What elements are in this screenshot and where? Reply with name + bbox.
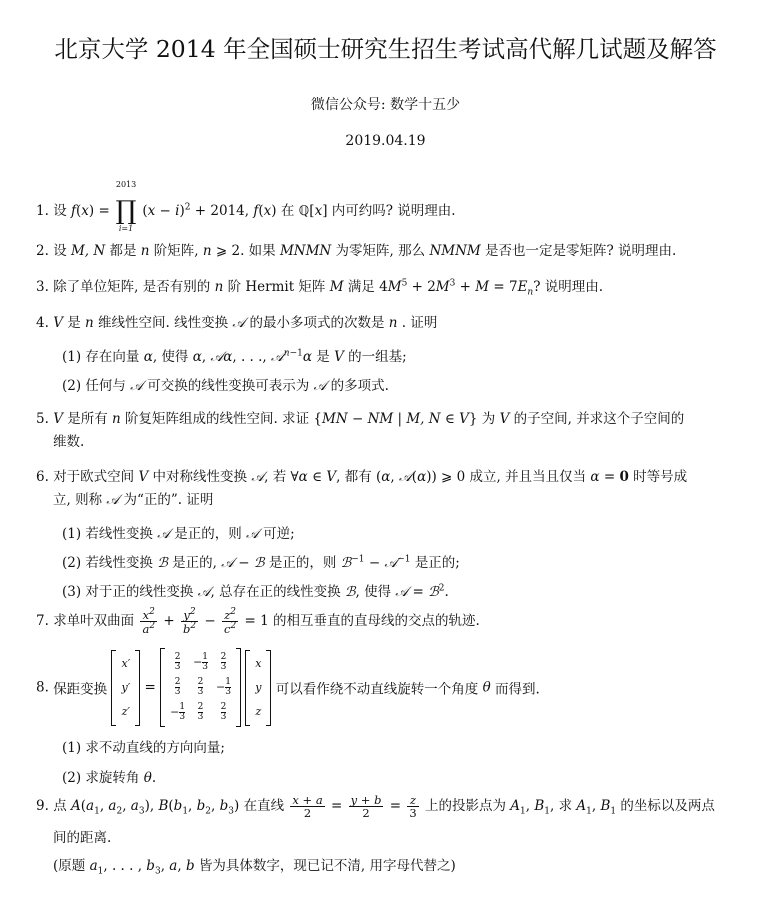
problem-text: 成立, 并且当且仅当: [469, 469, 587, 485]
problem-text: 在: [280, 202, 295, 219]
problem-text: 是否也一定是零矩阵? 说明理由.: [485, 243, 677, 259]
problem-number: 8.: [36, 679, 49, 696]
fraction: $\frac{x + a}{2}$: [292, 793, 323, 821]
problem-text: 除了单位矩阵, 是否有别的: [53, 279, 211, 295]
problem-6-part-3: (3) 对于正的线性变换 𝒜, 总存在正的线性变换 ℬ, 使得 𝒜 = ℬ$^2$.: [62, 583, 449, 600]
page-subtitle: 微信公众号: 数学十五少: [310, 97, 461, 113]
problem-text: 时等号成: [633, 469, 688, 485]
problem-text: 满足: [347, 279, 375, 295]
page-date: 2019.04.19: [345, 133, 426, 149]
problem-text: 可交换的线性变换可表示为: [147, 378, 310, 394]
problem-9: 9. 点 $A(a_1$, $a_2$, $a_3$), $B(b_1$, $b_2$, $b_3$) 在直线 $\frac{x + a}{2}$ = $\frac{y + b}{2}$ = $\frac{z}{3}$ 上的投影点为 $A_1$, $B_1$, 求 $A_1$, $B_1$ 的坐标以及两点: [36, 793, 715, 821]
problem-text: 求单叶双曲面: [53, 612, 135, 629]
part-label: (1): [62, 349, 82, 365]
vector-prime: x′ y′ z′: [111, 650, 140, 726]
problem-2: 2. 设 M, N 都是 n 阶矩阵, n ⩾ 2. 如果 MNMN 为零矩阵, 那么 NMNM 是否也一定是零矩阵? 说明理由.: [36, 243, 677, 259]
problem-text: , 总存在正的线性变换: [210, 584, 341, 600]
problem-8-part-1: [62, 736, 225, 756]
problem-text: 若线性变换: [85, 526, 153, 542]
problem-text: 中对称线性变换: [152, 469, 248, 485]
problem-4: 4. V 是 n 维线性空间. 线性变换 𝒜 的最小多项式的次数是 n . 证明: [36, 315, 438, 331]
problem-text: 任何与: [85, 378, 126, 394]
problem-number: 5.: [36, 411, 49, 427]
fraction: $\frac{x^2}{a^2}$: [142, 607, 156, 636]
problem-text: 点: [53, 798, 67, 815]
problem-text: . 证明: [401, 315, 438, 331]
problem-text: 是所有: [67, 411, 108, 427]
problem-text: , 使得: [355, 584, 392, 600]
problem-text: 维线性空间. 线性变换: [98, 315, 229, 331]
problem-text: 可逆;: [263, 526, 295, 542]
problem-text: 是正的，则: [174, 526, 242, 542]
problem-text: 是: [67, 315, 81, 331]
problem-text: 内可约吗? 说明理由.: [331, 202, 456, 219]
problem-9-note: (原题 $a_1$, . . . , $b_3$, a, b 皆为具体数字，现已记不清, 用字母代替之): [53, 858, 456, 877]
problem-text: , 使得: [152, 349, 189, 365]
part-label: (1): [62, 526, 82, 542]
problem-8: 8. 保距变换 x′ y′ z′ = $\frac{2}{3}$ − $\frac{1}{3}$ $\frac{2}{3}$ $\frac{2}{3}$ $\frac{2}{3}$ − $\frac{1}{3}$ − $\frac{1}{3}$ $\frac{2}{3}$ $\frac{2}{3}$ x y z 可以看作绕不动直线旋转一个角度 θ 而得到.: [36, 648, 540, 727]
problem-text: 立, 则称: [53, 492, 103, 508]
part-label: (2): [62, 378, 82, 394]
problem-text: 为零矩阵, 那么: [335, 243, 426, 259]
problem-text: 为: [481, 411, 496, 427]
part-label: (2): [62, 555, 82, 571]
part-label: (2): [62, 770, 82, 786]
problem-text: 的坐标以及两点: [620, 798, 715, 815]
problem-text: 是: [316, 349, 330, 365]
problem-number: 2.: [36, 243, 49, 259]
problem-3: 3. 除了单位矩阵, 是否有别的 n 阶 Hermit 矩阵 M 满足 $4M^5 + 2M^3 + M = 7E_n$? 说明理由.: [36, 278, 604, 298]
problem-text: (原题: [53, 858, 86, 874]
product-operator: 2013 ∏ i=1: [115, 180, 137, 233]
problem-text: 对于欧式空间: [53, 469, 135, 485]
problem-text: 上的投影点为: [424, 798, 506, 815]
problem-6-continued: 立, 则称 𝒜 为“正的”. 证明: [53, 492, 214, 508]
vector-xyz: x y z: [245, 650, 271, 726]
problem-text: 阶复矩阵组成的线性空间. 求证: [125, 411, 310, 427]
problem-text: 阶 Hermit 矩阵: [227, 279, 326, 295]
problem-text: 的子空间, 并求这个子空间的: [513, 411, 685, 427]
problem-6-part-2: (2) 若线性变换 ℬ 是正的, 𝒜 − ℬ 是正的，则 ℬ$^{-1}$ − 𝒜$^{-1}$ 是正的;: [62, 554, 460, 571]
problem-text: . 如果: [240, 243, 276, 259]
product-upper-limit: 2013: [115, 180, 137, 189]
problem-text: 保距变换: [53, 681, 108, 698]
problem-4-part-1: (1) 存在向量 α, 使得 α, 𝒜α, . . ., 𝒜$^{n-1}$α 是 V 的一组基;: [62, 348, 407, 365]
problem-text: 的多项式.: [330, 378, 389, 394]
problem-text: 存在向量: [85, 349, 140, 365]
problem-7: 7. 求单叶双曲面 $\frac{x^2}{a^2}$ + $\frac{y^2}{b^2}$ − $\frac{z^2}{c^2}$ = 1 的相互垂直的直母线的交点的轨迹.: [36, 607, 480, 636]
problem-text: 是正的，则: [268, 555, 337, 571]
problem-text: 阶矩阵,: [153, 243, 199, 259]
problem-text: 求旋转角: [85, 770, 140, 786]
problem-text: 若线性变换: [85, 555, 153, 571]
problem-text: 对于正的线性变换: [85, 584, 194, 600]
problem-text: 是正的;: [414, 555, 460, 571]
problem-number: 4.: [36, 315, 49, 331]
problem-text: 设: [53, 202, 67, 219]
problem-text: , 若: [264, 469, 287, 485]
problem-text: 可以看作绕不动直线旋转一个角度: [275, 681, 479, 698]
problem-text: 为“正的”. 证明: [123, 492, 214, 508]
problem-text: 皆为具体数字，现已记不清, 用字母代替之): [198, 858, 456, 874]
problem-text: 而得到.: [495, 681, 540, 698]
page-title: 北京大学 2014 年全国硕士研究生招生考试高代解几试题及解答: [54, 35, 717, 63]
problem-1: 1. 设 f(x) = 2013 ∏ i=1 $(x - i)^2 + 2014$, f(x) 在 ℚ[x] 内可约吗? 说明理由.: [36, 180, 456, 233]
fraction: $\frac{y^2}{b^2}$: [182, 607, 197, 636]
part-label: (1): [62, 740, 82, 756]
part-label: (3): [62, 584, 82, 600]
problem-text: 设: [53, 243, 67, 259]
problem-text: ? 说明理由.: [533, 279, 604, 295]
problem-text: 是正的,: [172, 555, 217, 571]
problem-text: 求不动直线的方向向量;: [85, 740, 225, 756]
problem-text: 的最小多项式的次数是: [249, 315, 385, 331]
problem-number: 3.: [36, 279, 49, 295]
problem-6: 6. 对于欧式空间 V 中对称线性变换 𝒜, 若 ∀α ∈ V, 都有 (α, 𝒜(α)) ⩾ 0 成立, 并且当且仅当 α = 0 时等号成: [36, 469, 688, 485]
problem-number: 9.: [36, 798, 49, 815]
fraction: $\frac{y + b}{2}$: [350, 793, 382, 821]
problem-4-part-2: (2) 任何与 𝒜 可交换的线性变换可表示为 𝒜 的多项式.: [62, 378, 389, 394]
problem-5-continued: 维数.: [53, 434, 85, 450]
problem-5: 5. V 是所有 n 阶复矩阵组成的线性空间. 求证 {MN − NM | M, N ∈ V} 为 V 的子空间, 并求这个子空间的: [36, 411, 685, 427]
rotation-matrix: $\frac{2}{3}$ − $\frac{1}{3}$ $\frac{2}{3}$ $\frac{2}{3}$ $\frac{2}{3}$ − $\frac{1}{3}$ − $\frac{1}{3}$ $\frac{2}{3}$ $\frac{2}{3}$: [160, 648, 241, 727]
problem-number: 6.: [36, 469, 49, 485]
problem-9-continued: 间的距离.: [53, 830, 112, 846]
fraction: $\frac{z}{3}$: [409, 793, 417, 821]
problem-8-part-2: (2) 求旋转角 θ.: [62, 770, 157, 786]
problem-text: , 都有: [336, 469, 372, 485]
problem-number: 1.: [36, 202, 49, 219]
problem-text: 都是: [109, 243, 137, 259]
problem-number: 7.: [36, 612, 49, 629]
problem-text: , 求: [550, 798, 573, 815]
problem-text: 的一组基;: [348, 349, 407, 365]
problem-6-part-1: (1) 若线性变换 𝒜 是正的，则 𝒜 可逆;: [62, 526, 295, 542]
fraction: $\frac{z^2}{c^2}$: [224, 607, 237, 636]
problem-text: 的相互垂直的直母线的交点的轨迹.: [272, 612, 480, 629]
product-lower-limit: i=1: [118, 224, 134, 233]
problem-text: 在直线: [243, 798, 285, 815]
